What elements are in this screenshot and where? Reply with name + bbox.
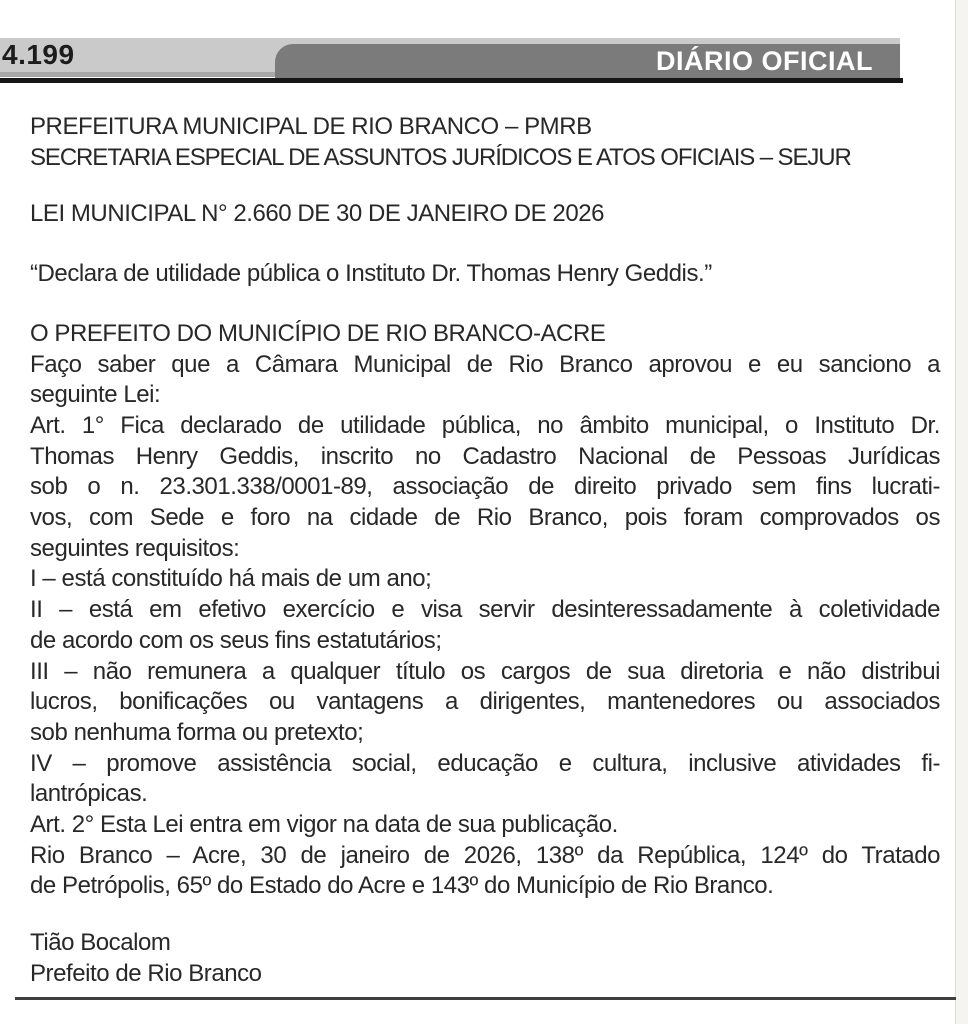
signatory-role: Prefeito de Rio Branco — [30, 959, 262, 987]
law-text-line: Art. 2° Esta Lei entra em vigor na data de sua publicação. — [30, 811, 618, 839]
law-text-line: IV – promove assistência social, educação e cultura, inclusive atividades fi- — [30, 749, 940, 777]
law-text-line: Art. 1° Fica declarado de utilidade pública, no âmbito municipal, o Instituto Dr. — [30, 411, 940, 439]
masthead-rule — [0, 78, 903, 83]
law-text-line: Thomas Henry Geddis, inscrito no Cadastro Nacional de Pessoas Jurídicas — [30, 442, 940, 470]
masthead-tab — [275, 44, 900, 78]
law-text — [30, 319, 940, 902]
law-text-line: Faço saber que a Câmara Municipal de Rio Branco aprovou e eu sanciono a — [30, 350, 940, 378]
bottom-rule — [15, 997, 956, 1000]
law-text-line: sob o n. 23.301.338/0001-89, associação de direito privado sem fins lucrati- — [30, 473, 940, 501]
masthead — [0, 38, 903, 84]
law-text-line: seguinte Lei: — [30, 381, 161, 409]
signatory-name: Tião Bocalom — [30, 929, 171, 957]
law-text-line: vos, com Sede e foro na cidade de Rio Branco, pois foram comprovados os — [30, 504, 940, 532]
document-body — [30, 112, 940, 990]
law-text-line: O PREFEITO DO MUNICÍPIO DE RIO BRANCO-ACRE — [30, 319, 606, 347]
law-summary: “Declara de utilidade pública o Instituto Dr. Thomas Henry Geddis.” — [30, 260, 712, 288]
law-title: LEI MUNICIPAL N° 2.660 DE 30 DE JANEIRO DE 2026 — [30, 200, 605, 228]
law-text-line: III – não remunera a qualquer título os cargos de sua diretoria e não distribui — [30, 657, 940, 685]
law-text-line: de acordo com os seus fins estatutários; — [30, 626, 442, 654]
law-text-line: Rio Branco – Acre, 30 de janeiro de 2026, 138º da República, 124º do Tratado — [30, 841, 940, 869]
law-text-line: lantrópicas. — [30, 780, 148, 808]
org-line-secretaria: SECRETARIA ESPECIAL DE ASSUNTOS JURÍDICOS E ATOS OFICIAIS – SEJUR — [30, 143, 851, 171]
law-text-line: lucros, bonificações ou vantagens a dirigentes, mantenedores ou associados — [30, 688, 940, 716]
law-text-line: II – está em efetivo exercício e visa servir desinteressadamente à coletividade — [30, 596, 940, 624]
page-edge-strip — [955, 0, 968, 1024]
edition-number: 4.199 — [2, 39, 75, 70]
law-text-line: I – está constituído há mais de um ano; — [30, 565, 432, 593]
law-text-line: sob nenhuma forma ou pretexto; — [30, 718, 364, 746]
signature-block — [30, 928, 940, 989]
masthead-title: DIÁRIO OFICIAL — [656, 45, 873, 76]
law-text-line: seguintes requisitos: — [30, 534, 240, 562]
law-text-line: de Petrópolis, 65º do Estado do Acre e 143º do Município de Rio Branco. — [30, 872, 774, 900]
org-line-prefeitura: PREFEITURA MUNICIPAL DE RIO BRANCO – PMRB — [30, 113, 592, 140]
